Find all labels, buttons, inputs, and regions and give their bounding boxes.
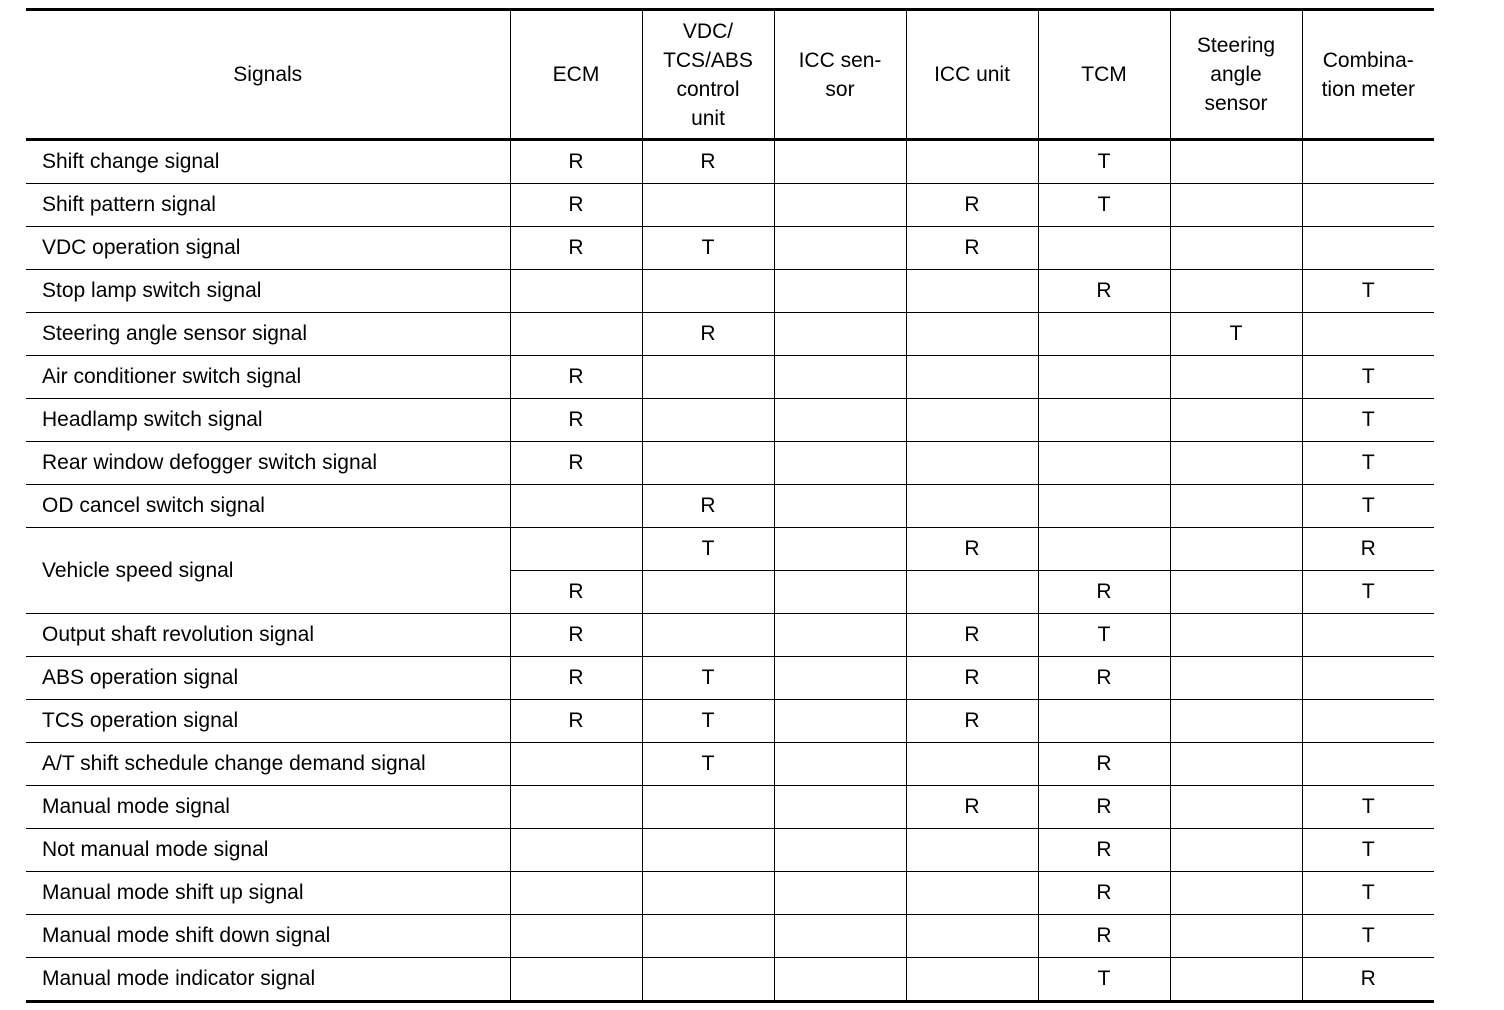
cell-icc-unit: R <box>906 614 1038 657</box>
cell-steering-angle-sensor <box>1170 184 1302 227</box>
cell-icc-sensor <box>774 743 906 786</box>
signal-name: A/T shift schedule change demand signal <box>26 743 510 786</box>
cell-ecm <box>510 872 642 915</box>
cell-steering-angle-sensor <box>1170 485 1302 528</box>
cell-combination-meter <box>1302 140 1434 184</box>
cell-tcm <box>1038 700 1170 743</box>
cell-steering-angle-sensor <box>1170 872 1302 915</box>
cell-combination-meter: R <box>1302 958 1434 1002</box>
cell-vdc-tcs-abs: R <box>642 140 774 184</box>
cell-vdc-tcs-abs <box>642 442 774 485</box>
table-row <box>26 313 1434 356</box>
table-row <box>26 399 1434 442</box>
col-header-combination-meter: Combina- tion meter <box>1302 10 1434 140</box>
table-row <box>26 485 1434 528</box>
cell-icc-unit <box>906 958 1038 1002</box>
cell-icc-sensor <box>774 184 906 227</box>
cell-ecm <box>510 528 642 571</box>
cell-combination-meter <box>1302 614 1434 657</box>
cell-icc-sensor <box>774 485 906 528</box>
cell-steering-angle-sensor: T <box>1170 313 1302 356</box>
cell-ecm: R <box>510 657 642 700</box>
cell-icc-unit <box>906 442 1038 485</box>
cell-tcm: R <box>1038 872 1170 915</box>
cell-vdc-tcs-abs: R <box>642 485 774 528</box>
cell-combination-meter: T <box>1302 485 1434 528</box>
signal-name: Output shaft revolution signal <box>26 614 510 657</box>
cell-icc-sensor <box>774 528 906 571</box>
cell-vdc-tcs-abs: T <box>642 657 774 700</box>
cell-icc-sensor <box>774 227 906 270</box>
table-row <box>26 915 1434 958</box>
cell-ecm: R <box>510 227 642 270</box>
table-row <box>26 872 1434 915</box>
cell-ecm <box>510 485 642 528</box>
cell-icc-unit <box>906 399 1038 442</box>
cell-steering-angle-sensor <box>1170 399 1302 442</box>
col-header-icc-unit: ICC unit <box>906 10 1038 140</box>
cell-tcm: T <box>1038 140 1170 184</box>
cell-steering-angle-sensor <box>1170 700 1302 743</box>
cell-icc-unit <box>906 485 1038 528</box>
cell-icc-sensor <box>774 571 906 614</box>
header-row <box>26 10 1434 140</box>
table-row <box>26 700 1434 743</box>
cell-icc-sensor <box>774 700 906 743</box>
cell-icc-unit: R <box>906 528 1038 571</box>
table-row <box>26 786 1434 829</box>
cell-tcm <box>1038 227 1170 270</box>
table-body <box>26 140 1434 1002</box>
cell-steering-angle-sensor <box>1170 786 1302 829</box>
cell-vdc-tcs-abs <box>642 872 774 915</box>
cell-ecm: R <box>510 571 642 614</box>
cell-ecm <box>510 786 642 829</box>
table-row <box>26 614 1434 657</box>
cell-steering-angle-sensor <box>1170 356 1302 399</box>
table-row <box>26 184 1434 227</box>
cell-icc-sensor <box>774 786 906 829</box>
cell-combination-meter <box>1302 743 1434 786</box>
col-header-icc-sensor: ICC sen- sor <box>774 10 906 140</box>
cell-steering-angle-sensor <box>1170 571 1302 614</box>
cell-steering-angle-sensor <box>1170 614 1302 657</box>
cell-icc-sensor <box>774 399 906 442</box>
cell-vdc-tcs-abs <box>642 958 774 1002</box>
cell-ecm <box>510 915 642 958</box>
can-signal-table <box>26 8 1434 1003</box>
table-row <box>26 958 1434 1002</box>
cell-vdc-tcs-abs: T <box>642 227 774 270</box>
cell-tcm: R <box>1038 915 1170 958</box>
cell-combination-meter: T <box>1302 442 1434 485</box>
cell-tcm: T <box>1038 958 1170 1002</box>
cell-vdc-tcs-abs <box>642 614 774 657</box>
cell-ecm <box>510 829 642 872</box>
cell-vdc-tcs-abs <box>642 571 774 614</box>
signal-name: Vehicle speed signal <box>26 528 510 614</box>
cell-vdc-tcs-abs <box>642 829 774 872</box>
cell-icc-unit <box>906 140 1038 184</box>
table-row <box>26 227 1434 270</box>
signal-name: Manual mode shift down signal <box>26 915 510 958</box>
signal-name: Manual mode shift up signal <box>26 872 510 915</box>
cell-tcm: R <box>1038 786 1170 829</box>
cell-icc-unit: R <box>906 184 1038 227</box>
cell-icc-sensor <box>774 356 906 399</box>
cell-tcm: T <box>1038 614 1170 657</box>
signal-name: Shift change signal <box>26 140 510 184</box>
cell-steering-angle-sensor <box>1170 528 1302 571</box>
cell-vdc-tcs-abs: T <box>642 700 774 743</box>
cell-icc-unit: R <box>906 227 1038 270</box>
col-header-tcm: TCM <box>1038 10 1170 140</box>
col-header-ecm: ECM <box>510 10 642 140</box>
cell-icc-unit: R <box>906 700 1038 743</box>
cell-icc-sensor <box>774 958 906 1002</box>
table-row <box>26 356 1434 399</box>
cell-vdc-tcs-abs: T <box>642 528 774 571</box>
table-row <box>26 528 1434 571</box>
cell-vdc-tcs-abs: T <box>642 743 774 786</box>
cell-vdc-tcs-abs <box>642 915 774 958</box>
cell-icc-sensor <box>774 657 906 700</box>
cell-tcm: R <box>1038 657 1170 700</box>
table-row <box>26 442 1434 485</box>
cell-vdc-tcs-abs <box>642 356 774 399</box>
table-row <box>26 270 1434 313</box>
cell-tcm <box>1038 399 1170 442</box>
cell-tcm: R <box>1038 571 1170 614</box>
signal-name: Rear window defogger switch signal <box>26 442 510 485</box>
table-row <box>26 657 1434 700</box>
cell-tcm: R <box>1038 743 1170 786</box>
col-header-steering-angle-sensor: Steering angle sensor <box>1170 10 1302 140</box>
signal-name: ABS operation signal <box>26 657 510 700</box>
cell-steering-angle-sensor <box>1170 743 1302 786</box>
cell-combination-meter: T <box>1302 270 1434 313</box>
signal-name: TCS operation signal <box>26 700 510 743</box>
cell-icc-sensor <box>774 442 906 485</box>
col-header-signals: Signals <box>26 10 510 140</box>
cell-combination-meter: T <box>1302 872 1434 915</box>
cell-vdc-tcs-abs <box>642 184 774 227</box>
cell-ecm: R <box>510 700 642 743</box>
signal-name: Manual mode indicator signal <box>26 958 510 1002</box>
cell-ecm <box>510 270 642 313</box>
signal-name: Stop lamp switch signal <box>26 270 510 313</box>
cell-icc-sensor <box>774 614 906 657</box>
cell-combination-meter: T <box>1302 571 1434 614</box>
cell-combination-meter <box>1302 313 1434 356</box>
cell-icc-unit: R <box>906 657 1038 700</box>
cell-combination-meter <box>1302 657 1434 700</box>
cell-icc-sensor <box>774 140 906 184</box>
signal-name: VDC operation signal <box>26 227 510 270</box>
cell-icc-sensor <box>774 872 906 915</box>
cell-ecm: R <box>510 614 642 657</box>
cell-combination-meter <box>1302 184 1434 227</box>
cell-vdc-tcs-abs <box>642 270 774 313</box>
cell-steering-angle-sensor <box>1170 915 1302 958</box>
cell-steering-angle-sensor <box>1170 140 1302 184</box>
cell-vdc-tcs-abs: R <box>642 313 774 356</box>
cell-combination-meter: T <box>1302 915 1434 958</box>
signal-name: Air conditioner switch signal <box>26 356 510 399</box>
cell-icc-unit <box>906 743 1038 786</box>
cell-combination-meter: T <box>1302 786 1434 829</box>
cell-tcm <box>1038 356 1170 399</box>
cell-steering-angle-sensor <box>1170 829 1302 872</box>
cell-icc-unit <box>906 571 1038 614</box>
cell-icc-unit <box>906 829 1038 872</box>
cell-icc-unit: R <box>906 786 1038 829</box>
cell-steering-angle-sensor <box>1170 958 1302 1002</box>
cell-icc-unit <box>906 915 1038 958</box>
table-row <box>26 829 1434 872</box>
cell-ecm: R <box>510 184 642 227</box>
cell-ecm: R <box>510 140 642 184</box>
cell-combination-meter <box>1302 700 1434 743</box>
signal-name: Steering angle sensor signal <box>26 313 510 356</box>
cell-combination-meter: T <box>1302 399 1434 442</box>
cell-steering-angle-sensor <box>1170 270 1302 313</box>
cell-combination-meter: R <box>1302 528 1434 571</box>
cell-icc-sensor <box>774 915 906 958</box>
signal-name: OD cancel switch signal <box>26 485 510 528</box>
cell-ecm <box>510 958 642 1002</box>
cell-steering-angle-sensor <box>1170 657 1302 700</box>
cell-vdc-tcs-abs <box>642 399 774 442</box>
cell-tcm: R <box>1038 829 1170 872</box>
cell-ecm <box>510 313 642 356</box>
cell-icc-unit <box>906 270 1038 313</box>
cell-icc-sensor <box>774 270 906 313</box>
cell-icc-sensor <box>774 313 906 356</box>
cell-icc-unit <box>906 872 1038 915</box>
cell-ecm: R <box>510 399 642 442</box>
cell-ecm <box>510 743 642 786</box>
cell-tcm <box>1038 442 1170 485</box>
cell-tcm <box>1038 313 1170 356</box>
cell-vdc-tcs-abs <box>642 786 774 829</box>
cell-icc-unit <box>906 313 1038 356</box>
table-row <box>26 743 1434 786</box>
cell-combination-meter: T <box>1302 356 1434 399</box>
cell-ecm: R <box>510 442 642 485</box>
cell-tcm <box>1038 528 1170 571</box>
signal-name: Not manual mode signal <box>26 829 510 872</box>
col-header-vdc-tcs-abs: VDC/ TCS/ABS control unit <box>642 10 774 140</box>
signal-name: Shift pattern signal <box>26 184 510 227</box>
cell-steering-angle-sensor <box>1170 442 1302 485</box>
signal-name: Manual mode signal <box>26 786 510 829</box>
cell-icc-sensor <box>774 829 906 872</box>
cell-ecm: R <box>510 356 642 399</box>
cell-icc-unit <box>906 356 1038 399</box>
cell-steering-angle-sensor <box>1170 227 1302 270</box>
cell-tcm <box>1038 485 1170 528</box>
table-row <box>26 140 1434 184</box>
cell-combination-meter: T <box>1302 829 1434 872</box>
cell-tcm: T <box>1038 184 1170 227</box>
signal-name: Headlamp switch signal <box>26 399 510 442</box>
cell-combination-meter <box>1302 227 1434 270</box>
cell-tcm: R <box>1038 270 1170 313</box>
